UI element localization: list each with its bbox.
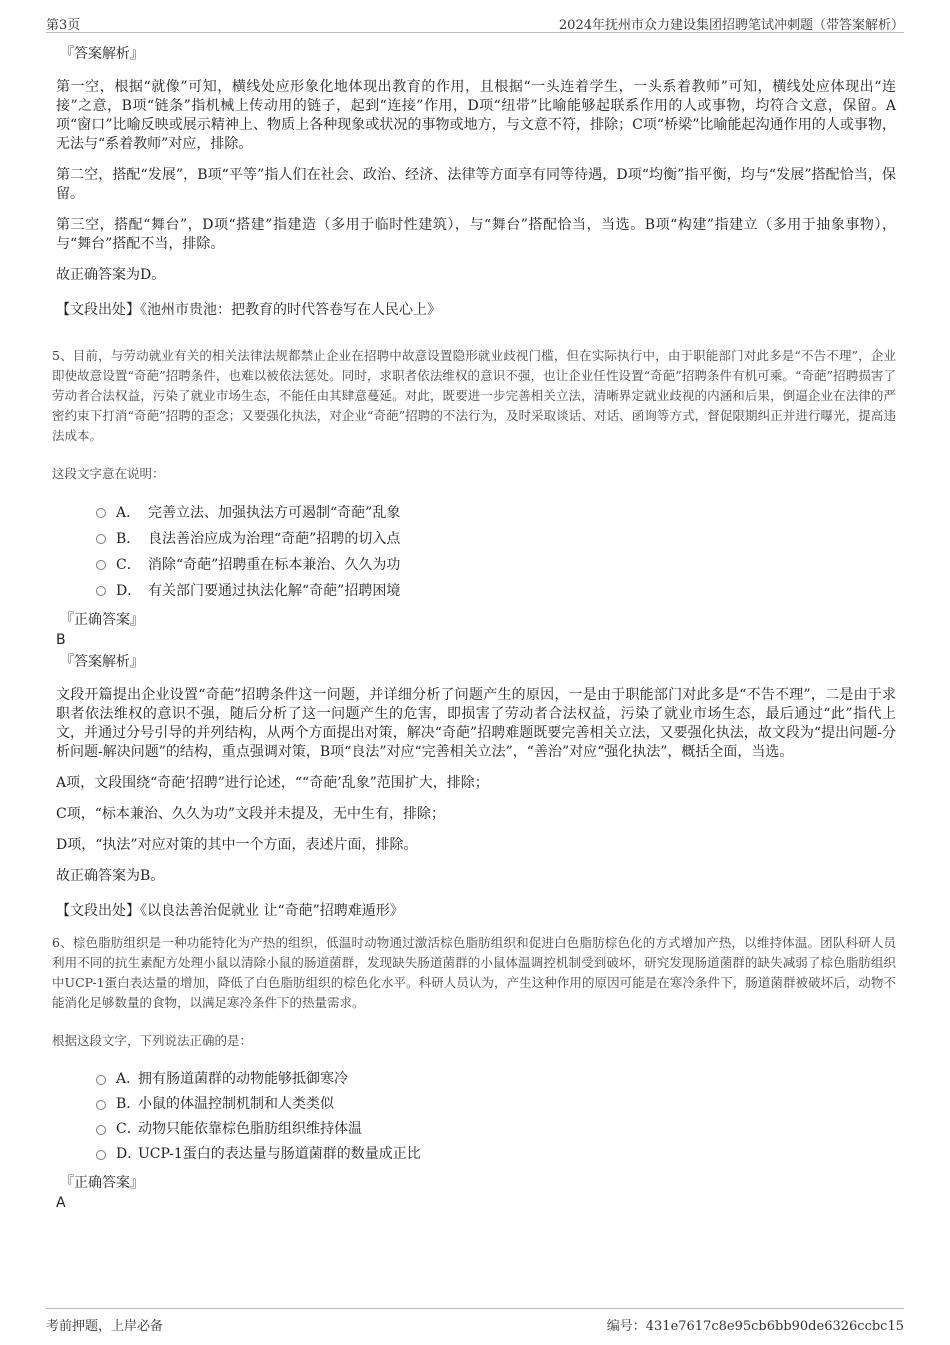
option-text: 消除“奇葩”招聘重在标本兼治、久久为功	[148, 557, 401, 573]
option-letter: B．	[116, 1096, 141, 1112]
footer-slogan: 考前押题，上岸必备	[46, 1319, 164, 1334]
option-letter: C．	[116, 557, 141, 573]
analysis-paragraph: C项，“标本兼治、久久为功”文段并未提及，无中生有，排除；	[56, 806, 446, 822]
analysis-paragraph: D项，“执法”对应对策的其中一个方面，表述片面，排除。	[56, 837, 418, 853]
option-letter: D．	[116, 1146, 142, 1162]
radio-icon[interactable]	[96, 1100, 106, 1110]
option-c[interactable]	[96, 552, 896, 578]
option-text: 良法善治应成为治理“奇葩”招聘的切入点	[148, 531, 401, 547]
option-a[interactable]	[96, 1067, 896, 1092]
option-text: 小鼠的体温控制机制和人类类似	[138, 1096, 334, 1112]
analysis-conclusion: 故正确答案为B。	[56, 868, 165, 884]
option-letter: A．	[116, 1071, 141, 1087]
option-letter: B．	[116, 531, 141, 547]
document-title: 2024年抚州市众力建设集团招聘笔试冲刺题（带答案解析）	[558, 18, 904, 33]
question-5-text: 5、目前，与劳动就业有关的相关法律法规都禁止企业在招聘中故意设置隐形就业歧视门槛，但在实际执行中，由于职能部门对此多是“不告不理”，企业即使故意设置“奇葩”招聘条件，也难以被依法惩处。同时，求职者依法维权的意识不强，也让企业任性设置“奇葩”招聘条件有机可乘。“奇葩”招聘损害了劳动者合法权益，污染了就业市场生态，不能任由其肆意蔓延。对此，既要进一步完善相关立法，清晰界定就业歧视的内涵和后果，倒逼企业在法律的严密约束下打消“奇葩”招聘的歪念；又要强化执法，对企业“奇葩”招聘的不法行为，及时采取谈话、对话、函询等方式，督促限期纠正并进行曝光，提高违法成本。	[52, 348, 896, 443]
option-text: 有关部门要通过执法化解“奇葩”招聘困境	[148, 583, 401, 599]
option-a[interactable]	[96, 500, 896, 526]
page-footer	[46, 1308, 904, 1339]
option-letter: D．	[116, 583, 142, 599]
option-text: 动物只能依靠棕色脂肪组织维持体温	[138, 1121, 362, 1137]
page-content	[52, 44, 896, 1215]
source-citation: 【文段出处】《以良法善治促就业 让“奇葩”招聘难遁形》	[56, 903, 404, 919]
analysis-paragraph: 第一空，根据“就像”可知，横线处应形象化地体现出教育的作用，且根据“一头连着学生，一头系着教师”可知，横线处应体现出“连接”之意，B项“链条”指机械上传动用的链子，起到“连接”作用，D项“纽带”比喻能够起联系作用的人或事物，均符合文意，保留。A项“窗口”比喻反映或展示精神上、物质上各种现象或状况的事物或地方，与文意不符，排除；C项“桥梁”比喻能起沟通作用的人或事物，无法与“系着教师”对应，排除。	[56, 79, 896, 152]
option-b[interactable]	[96, 1092, 896, 1117]
radio-icon[interactable]	[96, 1150, 106, 1160]
option-letter: C．	[116, 1121, 141, 1137]
page-header	[46, 12, 904, 33]
analysis-label: 『答案解析』	[60, 654, 144, 670]
option-d[interactable]	[96, 578, 896, 604]
radio-icon[interactable]	[96, 534, 106, 544]
correct-answer-value: A	[56, 1195, 66, 1211]
analysis-paragraph: 文段开篇提出企业设置“奇葩”招聘条件这一问题，并详细分析了问题产生的原因，一是由于职能部门对此多是“不告不理”，二是由于求职者依法维权的意识不强，随后分析了这一问题产生的危害，即损害了劳动者合法权益，污染了就业市场生态，最后通过“此”指代上文，并通过分号引导的并列结构，从两个方面提出对策，解决“奇葩”招聘难题既要完善相关立法，又要强化执法，故文段为“提出问题-分析问题-解决问题”的结构，重点强调对策，B项“良法”对应“完善相关立法”，“善治”对应“强化执法”，概括全面，当选。	[56, 687, 896, 760]
radio-icon[interactable]	[96, 1125, 106, 1135]
analysis-label: 『答案解析』	[60, 46, 144, 62]
correct-answer-value: B	[56, 632, 66, 648]
option-text: 拥有肠道菌群的动物能够抵御寒冷	[138, 1071, 348, 1087]
analysis-conclusion: 故正确答案为D。	[56, 267, 166, 283]
question-6-options	[96, 1067, 896, 1167]
analysis-paragraph: A项，文段围绕“奇葩’招聘”进行论述，““奇葩’乱象”范围扩大，排除；	[56, 775, 489, 791]
question-5-options	[96, 500, 896, 604]
option-c[interactable]	[96, 1117, 896, 1142]
source-citation: 【文段出处】《池州市贵池：把教育的时代答卷写在人民心上》	[56, 302, 441, 318]
option-b[interactable]	[96, 526, 896, 552]
question-6-prompt: 根据这段文字，下列说法正确的是：	[52, 1033, 253, 1048]
radio-icon[interactable]	[96, 586, 106, 596]
question-5-prompt: 这段文字意在说明：	[52, 466, 165, 481]
question-6-text: 6、棕色脂肪组织是一种功能特化为产热的组织，低温时动物通过激活棕色脂肪组织和促进白色脂肪棕色化的方式增加产热，以维持体温。团队科研人员利用不同的抗生素配方处理小鼠以清除小鼠的肠道菌群，发现缺失肠道菌群的小鼠体温调控机制受到破坏，研究发现肠道菌群的缺失减弱了棕色脂肪组织中UCP-1蛋白表达量的增加，降低了白色脂肪组织的棕色化水平。科研人员认为，产生这种作用的原因可能是在寒冷条件下，肠道菌群被破坏后，动物不能消化足够数量的食物，以满足寒冷条件下的热量需求。	[52, 935, 896, 1010]
analysis-paragraph: 第三空，搭配“舞台”，D项“搭建”指建造（多用于临时性建筑），与“舞台”搭配恰当，当选。B项“构建”指建立（多用于抽象事物），与“舞台”搭配不当，排除。	[56, 217, 896, 252]
radio-icon[interactable]	[96, 508, 106, 518]
analysis-paragraph: 第二空，搭配“发展”，B项“平等”指人们在社会、政治、经济、法律等方面享有同等待遇，D项“均衡”指平衡，均与“发展”搭配恰当，保留。	[56, 167, 896, 202]
radio-icon[interactable]	[96, 560, 106, 570]
radio-icon[interactable]	[96, 1075, 106, 1085]
option-d[interactable]	[96, 1142, 896, 1167]
correct-answer-label: 『正确答案』	[60, 1175, 144, 1191]
page-number: 第3页	[46, 18, 81, 33]
correct-answer-label: 『正确答案』	[60, 612, 144, 628]
option-letter: A．	[116, 505, 141, 521]
option-text: 完善立法、加强执法方可遏制“奇葩”乱象	[148, 505, 401, 521]
option-text: UCP-1蛋白的表达量与肠道菌群的数量成正比	[138, 1146, 421, 1162]
document-id: 编号：431e7617c8e95cb6bb90de6326ccbc15	[606, 1319, 904, 1334]
